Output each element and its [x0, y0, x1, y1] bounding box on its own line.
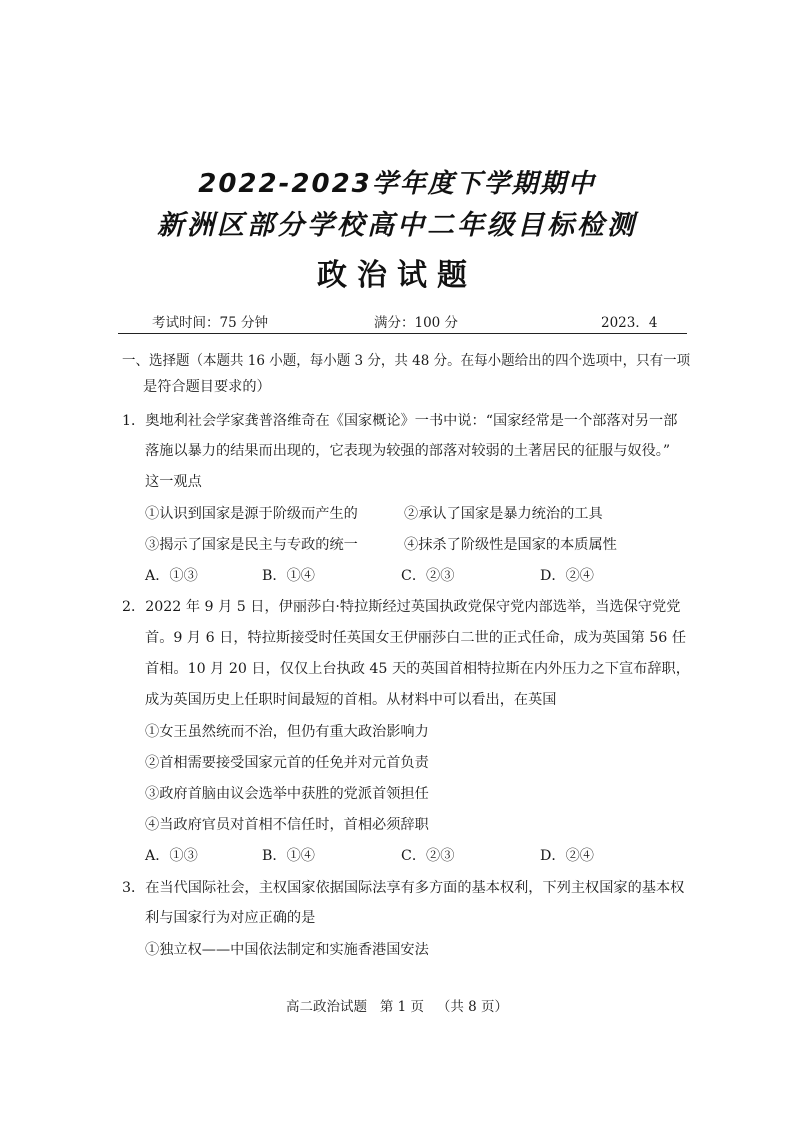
q2-option-d: D．②④ — [540, 848, 594, 864]
section-heading-cont: 是符合题目要求的） — [143, 379, 271, 395]
q2-statement-2: ②首相需要接受国家元首的任免并对元首负责 — [145, 755, 429, 771]
q2-option-b: B．①④ — [262, 848, 315, 864]
section-heading: 一、选择题（本题共 16 小题，每小题 3 分，共 48 分。在每小题给出的四个选项中，只有一项 — [122, 353, 691, 369]
q2-statement-3: ③政府首脑由议会选举中获胜的党派首领担任 — [145, 786, 429, 802]
q1-statement-4: ④抹杀了阶级性是国家的本质属性 — [404, 537, 617, 553]
q2-statement-1: ①女王虽然统而不治，但仍有重大政治影响力 — [145, 724, 429, 740]
exam-title-school: 新洲区部分学校高中二年级目标检测 — [157, 210, 637, 241]
exam-title-term: 2022-2023学年度下学期期中 — [198, 169, 596, 199]
exam-full-score: 满分：100 分 — [374, 315, 459, 331]
q1-statement-2: ②承认了国家是暴力统治的工具 — [404, 506, 603, 522]
q1-stem-line1: 1．奥地利社会学家龚普洛维奇在《国家概论》一书中说：“国家经常是一个部落对另一部 — [122, 413, 678, 429]
q1-statement-1: ①认识到国家是源于阶级而产生的 — [145, 506, 358, 522]
q1-stem-line2: 落施以暴力的结果而出现的，它表现为较强的部落对较弱的土著居民的征服与奴役。” — [145, 443, 671, 459]
q2-statement-4: ④当政府官员对首相不信任时，首相必须辞职 — [145, 817, 429, 833]
q2-option-c: C．②③ — [401, 848, 455, 864]
exam-title-subject: 政治试题 — [317, 258, 477, 293]
q2-stem-line1: 2．2022 年 9 月 5 日，伊丽莎白·特拉斯经过英国执政党保守党内部选举，当选保守党党 — [122, 599, 681, 615]
q1-option-c: C．②③ — [401, 568, 455, 584]
exam-time: 考试时间：75 分钟 — [152, 315, 268, 331]
page-footer: 高二政治试题 第 1 页 （共 8 页） — [285, 999, 509, 1015]
q1-option-d: D．②④ — [540, 568, 594, 584]
q3-statement-1: ①独立权——中国依法制定和实施香港国安法 — [145, 942, 429, 958]
q2-stem-line3: 首相。10 月 20 日，仅仅上台执政 45 天的英国首相特拉斯在内外压力之下宣布辞职， — [145, 661, 690, 677]
q2-stem-line2: 首。9 月 6 日，特拉斯接受时任英国女王伊丽莎白二世的正式任命，成为英国第 56 任 — [145, 630, 687, 646]
exam-date: 2023．4 — [601, 315, 658, 331]
header-divider — [118, 333, 687, 334]
q1-option-a: A．①③ — [145, 568, 198, 584]
q2-stem-line4: 成为英国历史上任职时间最短的首相。从材料中可以看出，在英国 — [145, 692, 557, 708]
q1-option-b: B．①④ — [262, 568, 315, 584]
q1-statement-3: ③揭示了国家是民主与专政的统一 — [145, 537, 358, 553]
q3-stem-line1: 3．在当代国际社会，主权国家依据国际法享有多方面的基本权利，下列主权国家的基本权 — [122, 880, 685, 896]
q2-option-a: A．①③ — [145, 848, 198, 864]
q3-stem-line2: 利与国家行为对应正确的是 — [145, 910, 316, 926]
q1-stem-line3: 这一观点 — [145, 474, 202, 490]
